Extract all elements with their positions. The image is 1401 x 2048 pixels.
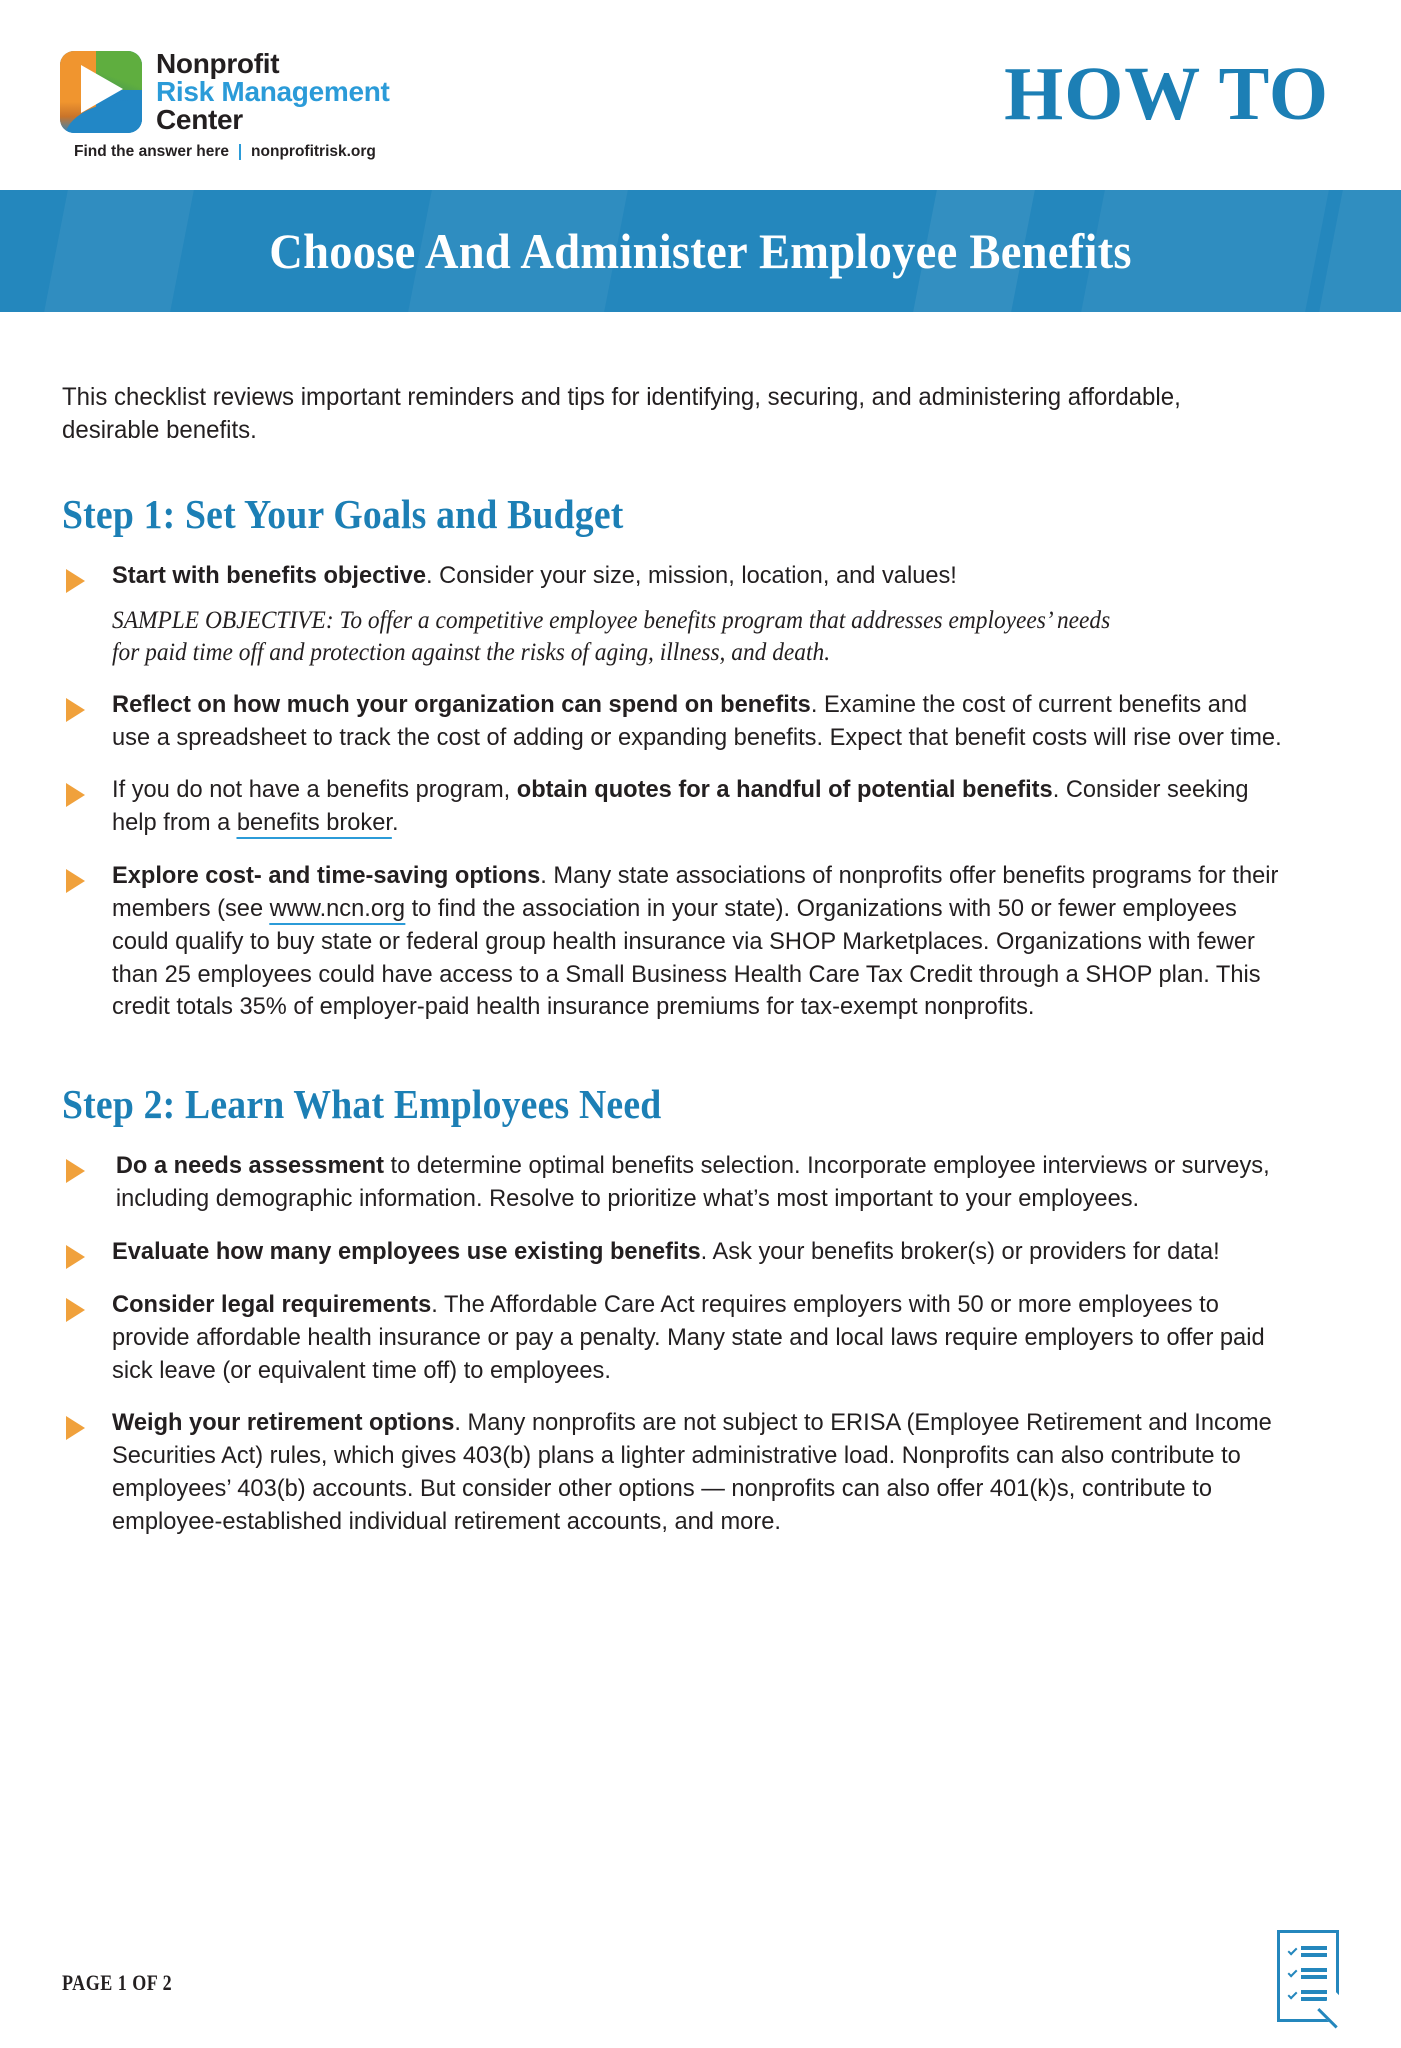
step-1-heading: Step 1: Set Your Goals and Budget <box>62 491 624 537</box>
checklist-item-text <box>112 774 1296 840</box>
checklist-item-text <box>112 560 1296 669</box>
nrmc-logo-icon <box>60 51 142 133</box>
checklist-item <box>62 1407 1339 1538</box>
arrow-bullet-icon <box>62 1407 112 1440</box>
page-header <box>0 0 1401 190</box>
arrow-bullet-icon <box>62 774 112 807</box>
sample-objective-text: SAMPLE OBJECTIVE: To offer a competitive employee benefits program that addresses employees’ needs for paid time off and protection against the risks of aging, illness, and death. <box>112 606 1111 666</box>
checklist-item-tail: to find the association in your state). Organizations with 50 or fewer employees could qualify to buy state or federal group health insurance via SHOP Marketplaces. Organizations with fewer than 25 employees could have access to a Small Business Health Care Tax Credit through a SHOP plan. This credit totals 35% of employer-paid health insurance premiums for tax-exempt nonprofits. <box>112 894 1261 1021</box>
checklist-item-bold: obtain quotes for a handful of potential benefits <box>516 776 1053 804</box>
check-icon <box>1288 1989 1298 1999</box>
page-footer <box>0 1898 1401 2048</box>
document-body <box>0 312 1401 1539</box>
line-glyph <box>1301 1968 1327 1979</box>
arrow-bullet-icon <box>62 689 112 722</box>
checklist-item-text <box>112 1289 1296 1387</box>
checklist-icon-row <box>1288 1946 1327 1957</box>
checklist-item <box>62 1289 1339 1387</box>
checklist-item-rest: . Ask your benefits broker(s) or providers for data! <box>700 1237 1220 1265</box>
arrow-bullet-icon <box>62 560 112 593</box>
logo-line-1: Nonprofit <box>156 48 280 79</box>
checklist-item <box>62 860 1339 1024</box>
checklist-item-bold: Evaluate how many employees use existing benefits <box>112 1237 701 1265</box>
logo-line-2: Risk Management <box>156 76 390 107</box>
step-2-heading: Step 2: Learn What Employees Need <box>62 1081 662 1128</box>
checklist-item <box>62 560 1339 669</box>
checklist-item-text <box>112 1236 1296 1269</box>
checklist-item-rest: . Examine the cost of current benefits and use a spreadsheet to track the cost of adding or expanding benefits. Expect that benefit costs will rise over time. <box>112 690 1282 751</box>
logo-tagline <box>60 143 390 161</box>
checklist-item-rest: . The Affordable Care Act requires employers with 50 or more employees to provide affordable health insurance or pay a penalty. Many state and local laws require employers to offer paid sick leave (or equivalent time off) to employees. <box>112 1290 1265 1384</box>
checklist-item-bold: Do a needs assessment <box>115 1152 384 1180</box>
checklist-item <box>62 689 1339 755</box>
checklist-item-rest: . Consider seeking help from a <box>112 776 1249 837</box>
checklist-item-text <box>112 860 1296 1024</box>
checklist-item-bold: Reflect on how much your organization can spend on benefits <box>112 690 811 718</box>
checklist-icon-row <box>1288 1968 1327 1979</box>
tagline-text: Find the answer here <box>74 143 230 160</box>
how-to-label: HOW TO <box>1004 52 1329 136</box>
ncn-website-link[interactable]: www.ncn.org <box>270 895 405 925</box>
checklist-item-rest: . Many nonprofits are not subject to ERISA (Employee Retirement and Income Securities Act) rules, which gives 403(b) plans a lighter administrative load. Nonprofits can also contribute to employees’ 403(b) accounts. But consider other options — nonprofits can also offer 401(k)s, contribute to employee-established individual retirement accounts, and more. <box>112 1409 1272 1535</box>
checklist-item-bold: Weigh your retirement options <box>112 1409 455 1437</box>
checklist-item <box>62 1150 1339 1216</box>
checklist-item-rest: to determine optimal benefits selection. Incorporate employee interviews or surveys, including demographic information. Resolve to prioritize what’s most important to your employees. <box>115 1152 1270 1213</box>
line-glyph <box>1301 1946 1327 1957</box>
check-icon <box>1288 1945 1298 1955</box>
tagline-website[interactable]: nonprofitrisk.org <box>251 143 376 160</box>
arrow-bullet-icon <box>62 1150 112 1183</box>
checklist-item-rest: . Many state associations of nonprofits offer benefits programs for their members (see <box>112 862 1279 922</box>
checklist-item-bold: Start with benefits objective <box>112 562 426 589</box>
brand-block <box>60 0 390 161</box>
arrow-bullet-icon <box>62 1289 112 1322</box>
checklist-item-bold: Consider legal requirements <box>112 1290 432 1318</box>
page-number-label: PAGE 1 OF 2 <box>62 1970 173 1995</box>
checklist-item <box>62 1236 1339 1269</box>
checklist-item-text <box>112 689 1296 755</box>
logo-lockup <box>60 50 390 134</box>
checklist-item-rest: . Consider your size, mission, location, and values! <box>425 562 957 589</box>
check-icon <box>1288 1967 1298 1977</box>
checklist-item <box>62 774 1339 840</box>
title-banner <box>0 190 1401 312</box>
checklist-item-tail: . <box>391 809 399 837</box>
checklist-item-lead: If you do not have a benefits program, <box>112 776 517 804</box>
intro-paragraph: This checklist reviews important reminders and tips for identifying, securing, and administering affordable, desirable benefits. <box>62 383 1181 444</box>
tagline-divider <box>239 144 241 160</box>
logo-line-3: Center <box>156 104 243 135</box>
line-glyph <box>1301 1990 1327 2001</box>
checklist-item-text <box>112 1150 1296 1216</box>
checklist-document-icon <box>1277 1930 1339 2022</box>
arrow-bullet-icon <box>62 860 112 893</box>
page-title: Choose And Administer Employee Benefits <box>269 223 1132 279</box>
arrow-bullet-icon <box>62 1236 112 1269</box>
benefits-broker-link[interactable]: benefits broker <box>237 809 392 839</box>
checklist-item-bold: Explore cost- and time-saving options <box>112 862 541 890</box>
checklist-item-text <box>112 1407 1296 1538</box>
logo-wordmark <box>156 50 390 134</box>
checklist-icon-row <box>1288 1990 1327 2001</box>
